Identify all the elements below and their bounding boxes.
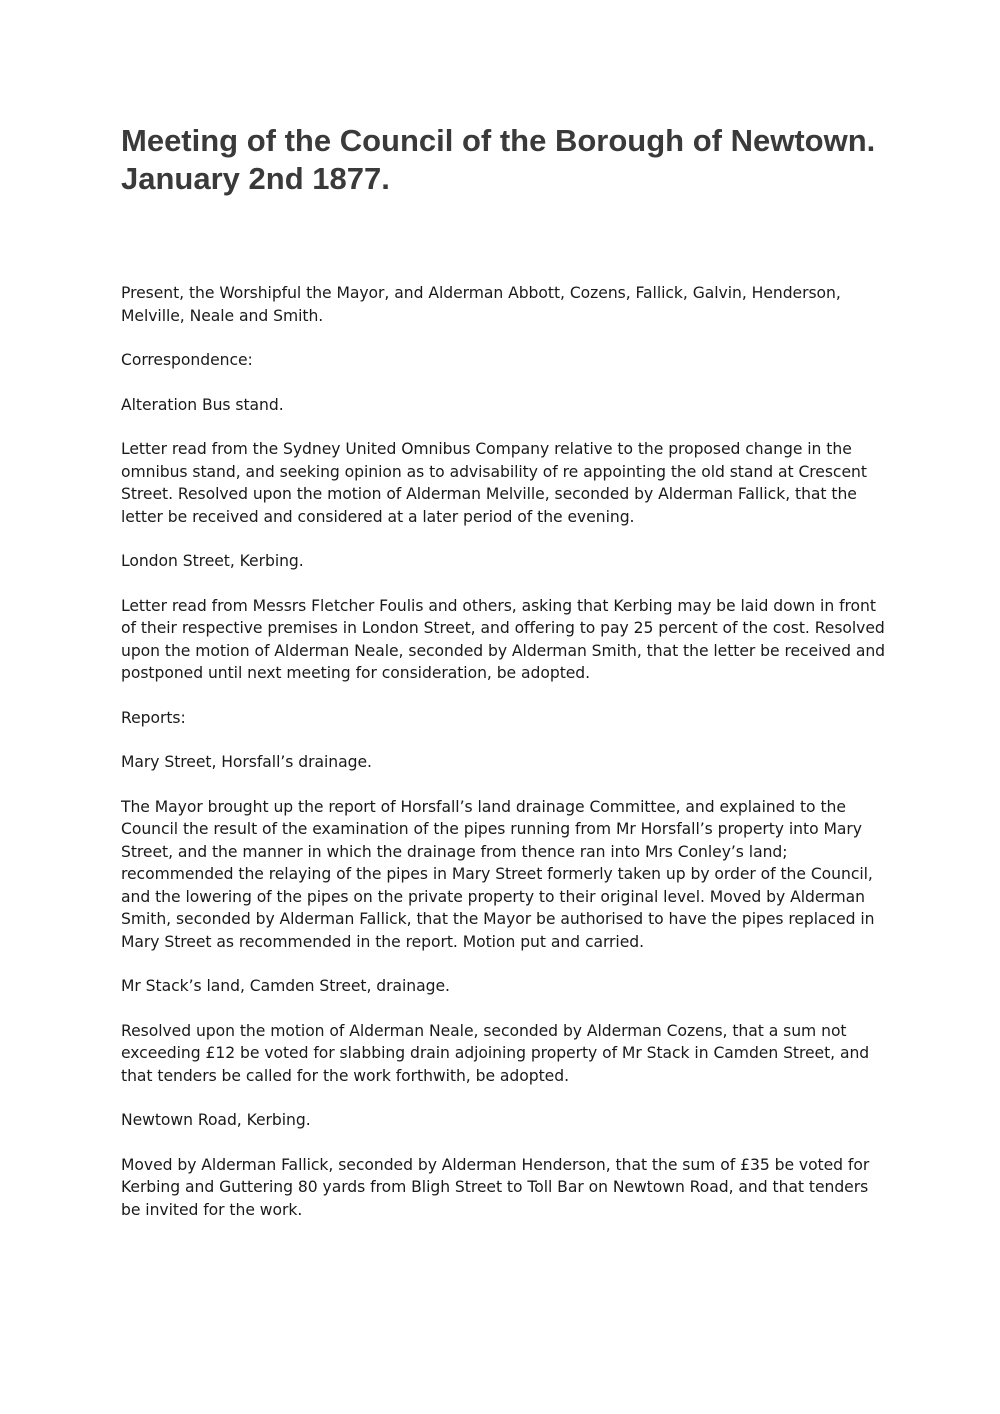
section-heading-reports: Reports:	[121, 708, 186, 727]
item-text-london-street: Letter read from Messrs Fletcher Foulis and others, asking that Kerbing may be laid down in front of their respective premises in London Street, and offering to pay 25 percent of the cost. Resolved upon the motion of Alderman Neale, seconded by Alderman Smith, that the letter be received and postponed until next meeting for consideration, be adopted.	[121, 596, 886, 682]
item-text-mary-street: The Mayor brought up the report of Horsfall’s land drainage Committee, and explained to the Council the result of the examination of the pipes running from Mr Horsfall’s property into Mary Street, and the manner in which the drainage from thence ran into Mrs Conley’s land; recommended the relaying of the pipes in Mary Street formerly taken up by order of the Council, and the lowering of the pipes on the private property to their original level. Moved by Alderman Smith, seconded by Alderman Fallick, that the Mayor be authorised to have the pipes replaced in Mary Street as recommended in the report. Motion put and carried.	[121, 797, 875, 951]
item-heading-mary-street: Mary Street, Horsfall’s drainage.	[121, 753, 372, 771]
item-text-newtown-road: Moved by Alderman Fallick, seconded by Alderman Henderson, that the sum of £35 be voted for Kerbing and Guttering 80 yards from Bligh Street to Toll Bar on Newtown Road, and that tenders be invited for the work.	[121, 1155, 870, 1219]
attendance-paragraph: Present, the Worshipful the Mayor, and Alderman Abbott, Cozens, Fallick, Galvin, Henderson, Melville, Neale and Smith.	[121, 284, 841, 325]
item-heading-newtown-road: Newtown Road, Kerbing.	[121, 1111, 311, 1129]
item-text-bus-stand: Letter read from the Sydney United Omnibus Company relative to the proposed change in the omnibus stand, and seeking opinion as to advisability of re appointing the old stand at Crescent Street. Resolved upon the motion of Alderman Melville, seconded by Alderman Fallick, that the letter be received and considered at a later period of the evening.	[121, 440, 867, 526]
item-text-camden-street: Resolved upon the motion of Alderman Neale, seconded by Alderman Cozens, that a sum not exceeding £12 be voted for slabbing drain adjoining property of Mr Stack in Camden Street, and that tenders be called for the work forthwith, be adopted.	[121, 1021, 870, 1085]
document-body	[121, 282, 891, 1221]
document-title: Meeting of the Council of the Borough of Newtown. January 2nd 1877.	[121, 123, 876, 196]
item-heading-camden-street: Mr Stack’s land, Camden Street, drainage.	[121, 977, 450, 995]
section-heading-correspondence: Correspondence:	[121, 351, 253, 369]
document-page	[121, 122, 891, 1243]
item-heading-bus-stand: Alteration Bus stand.	[121, 395, 284, 414]
item-heading-london-street: London Street, Kerbing.	[121, 552, 304, 570]
